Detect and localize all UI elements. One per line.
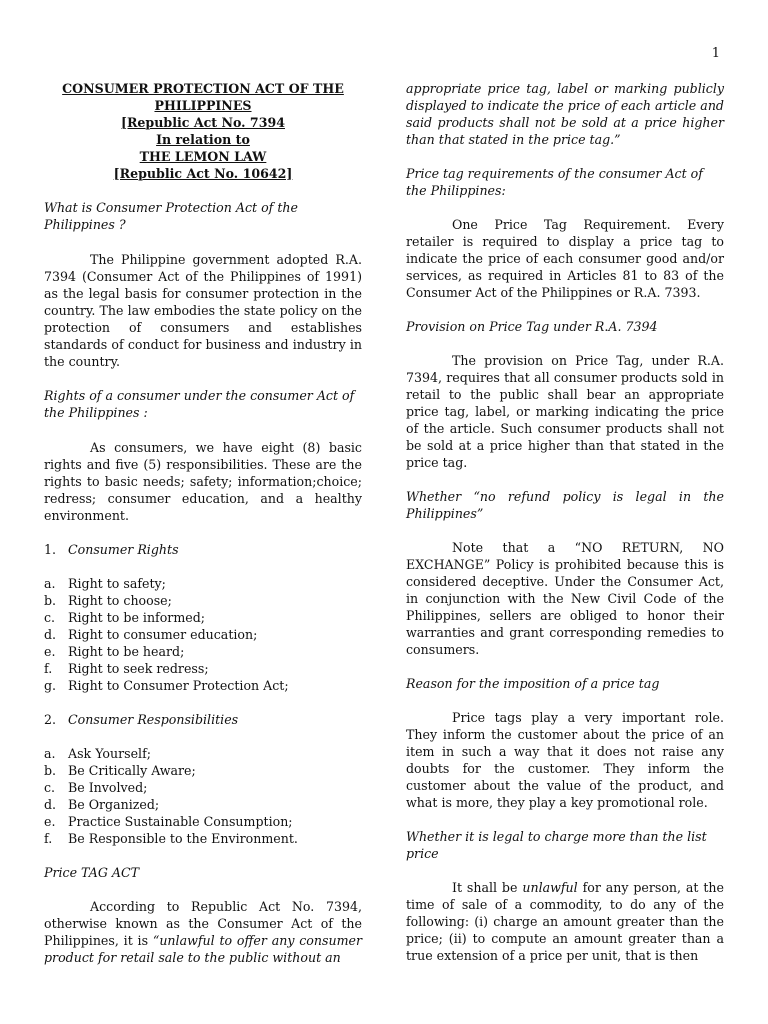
title-line-1: CONSUMER PROTECTION ACT OF THE — [62, 81, 344, 96]
document-title — [44, 80, 362, 182]
paragraph-intro: The Philippine government adopted R.A. 7394 (Consumer Act of the Philippines of 1991) as the legal basis for consumer protection in the country. The law embodies the state policy on the protection of consumers and establishes standards of conduct for business and industry in the country. — [44, 252, 362, 369]
section-title: Consumer Responsibilities — [68, 712, 239, 727]
list-item: e. Practice Sustainable Consumption; — [44, 814, 293, 829]
rights-list — [44, 575, 362, 694]
title-line-6: [Republic Act No. 10642] — [113, 166, 293, 181]
heading-reason: Reason for the imposition of a price tag — [406, 676, 660, 691]
paragraph-requirements: One Price Tag Requirement. Every retailer is required to display a price tag to indicate the price of each consumer good and/or services, as required in Articles 81 to 83 of the Consumer Act of the Philippines or R.A. 7393. — [406, 217, 724, 300]
list-item: g. Right to Consumer Protection Act; — [44, 678, 289, 693]
paragraph-provision: The provision on Price Tag, under R.A. 7394, requires that all consumer products sold in retail to the public shall bear an appropriate price tag, label, or marking indicating the price of the article. Such consumer products shall not be sold at a price higher than that stated in the price tag. — [406, 353, 724, 470]
list-item: d. Be Organized; — [44, 797, 160, 812]
section-number: 1. — [44, 542, 57, 557]
section-title: Consumer Rights — [68, 542, 179, 557]
heading-requirements: Price tag requirements of the consumer Act of the Philippines: — [406, 166, 703, 198]
heading-list-price: Whether it is legal to charge more than the list price — [406, 829, 707, 861]
paragraph-rights: As consumers, we have eight (8) basic rights and five (5) responsibilities. These are the rights to basic needs; safety; information;choice; redress; consumer education, and a healthy environment. — [44, 440, 362, 523]
price-tag-act-heading: Price TAG ACT — [44, 865, 140, 880]
title-line-2: PHILIPPINES — [154, 98, 252, 113]
quote-continuation: appropriate price tag, label or marking publicly displayed to indicate the price of each article and said products shall not be sold at a price higher than that stated in the price tag.” — [406, 81, 724, 147]
question-heading-2: Rights of a consumer under the consumer Act of the Philippines : — [44, 388, 355, 420]
paragraph-reason: Price tags play a very important role. They inform the customer about the price of an item in such a way that it does not raise any doubts for the customer. They inform the customer about the value of the product, and what is more, they play a key promotional role. — [406, 710, 724, 810]
heading-no-refund: Whether “no refund policy is legal in the Philippines” — [406, 489, 724, 521]
paragraph-no-refund: Note that a “NO RETURN, NO EXCHANGE” Policy is prohibited because this is considered deceptive. Under the Consumer Act, in conjunction with the New Civil Code of the Philippines, sellers are obliged to honor their warranties and grant corresponding remedies to consumers. — [406, 540, 724, 657]
section-number: 2. — [44, 712, 57, 727]
section-consumer-responsibilities — [44, 711, 362, 728]
paragraph-list-price: It shall be unlawful for any person, at the time of sale of a commodity, to do any of the following: (i) charge an amount greater than the price; (ii) to compute an amount greater than a true extension of a price per unit, that is then — [406, 880, 724, 963]
list-item: c. Be Involved; — [44, 780, 148, 795]
list-item: a. Right to safety; — [44, 576, 166, 591]
right-column — [406, 80, 724, 964]
list-item: b. Right to choose; — [44, 593, 172, 608]
title-line-4: In relation to — [156, 132, 250, 147]
title-line-3: [Republic Act No. 7394 — [121, 115, 285, 130]
section-consumer-rights — [44, 541, 362, 558]
list-item: a. Ask Yourself; — [44, 746, 151, 761]
left-column — [44, 80, 362, 966]
list-item: f. Be Responsible to the Environment. — [44, 831, 298, 846]
list-item: d. Right to consumer education; — [44, 627, 258, 642]
heading-provision: Provision on Price Tag under R.A. 7394 — [406, 319, 658, 334]
question-heading-1: What is Consumer Protection Act of the Philippines ? — [44, 200, 298, 232]
title-line-5: THE LEMON LAW — [139, 149, 267, 164]
responsibilities-list — [44, 745, 362, 847]
list-item: b. Be Critically Aware; — [44, 763, 196, 778]
list-item: e. Right to be heard; — [44, 644, 185, 659]
list-item: c. Right to be informed; — [44, 610, 206, 625]
paragraph-price-tag-act: According to Republic Act No. 7394, otherwise known as the Consumer Act of the Philippines, it is “unlawful to offer any consumer product for retail sale to the public without an — [44, 899, 362, 965]
page-number: 1 — [711, 46, 720, 61]
list-item: f. Right to seek redress; — [44, 661, 209, 676]
